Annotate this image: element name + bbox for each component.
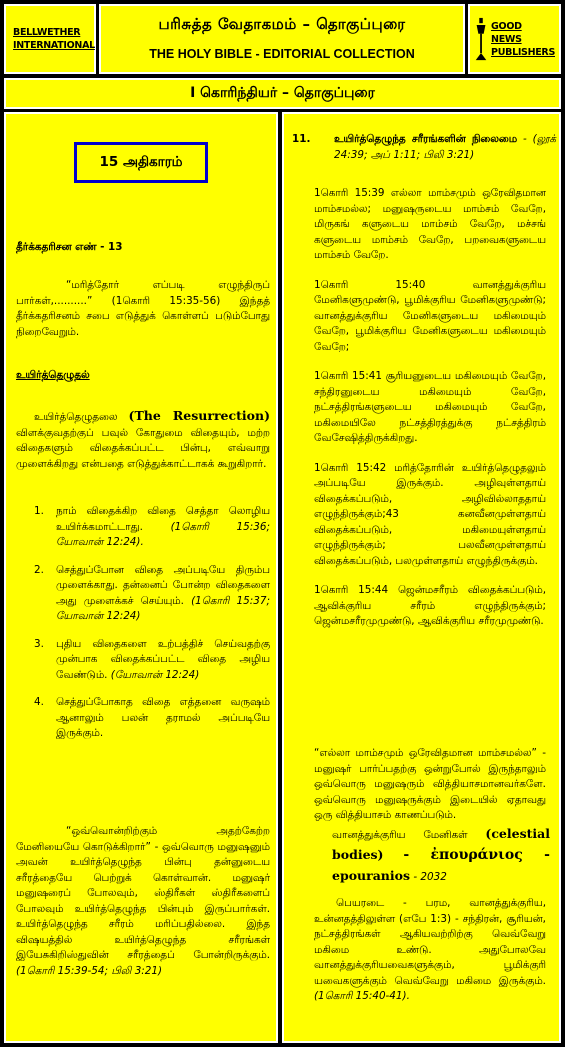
right-column [282, 112, 561, 1043]
point-ref: (1கொரி 15:36; யோவான் 12:24). [56, 520, 270, 548]
celestial-greek: - ἐπουράνιος - [403, 847, 550, 863]
item-number: 11. [292, 133, 311, 145]
point-text: செத்துப்போகாத விதை எத்தனை வருஷம் ஆனாலும் பலன் தராமல் அப்படியே இருக்கும். [56, 696, 270, 739]
list-item [34, 637, 270, 684]
logo-left-line2: INTERNATIONAL [13, 40, 95, 51]
point-number: 3. [34, 637, 44, 650]
verse-blocks [314, 186, 546, 642]
item-heading-row [292, 132, 556, 163]
item-heading: உயிர்த்தெழுந்த சரீரங்களின் நிலைமை [334, 133, 518, 145]
point-number: 1. [34, 505, 44, 517]
verse-block: 1கொரி 15:39 எல்லா மாம்சமும் ஒரேவிதமான மாம்சமல்ல; மனுஷருடைய மாம்சம் வேறே, மிருகங் களுடைய மாம்சம் வேறே, மச்சங் களுடைய மாம்சம் வேறே, பறவைகளுடைய மாம்சம் வேறே. [314, 187, 546, 261]
lamp-icon [474, 13, 488, 65]
point-ref: (1கொரி 15:37; யோவான் 12:24) [56, 594, 270, 622]
point-text: நாம் விதைக்கிற விதை செத்தா லொழிய உயிர்க்கமாட்டாது. [56, 505, 270, 533]
closing-paragraph [16, 824, 270, 979]
chapter-badge: 15 அதிகாரம் [74, 142, 208, 183]
celestial-number: - 2032 [413, 871, 447, 883]
resurrection-prefix: உயிர்த்தெழுதலை [34, 411, 118, 423]
resurrection-paragraph [16, 408, 270, 472]
points-list [34, 504, 270, 754]
final-paragraph [314, 896, 546, 1005]
list-item [34, 504, 270, 551]
list-item [34, 563, 270, 625]
verse-block: 1கொரி 15:40 வானத்துக்குரிய மேனிகளுமுண்டு, பூமிக்குரிய மேனிகளுமுண்டு; வானத்துக்குரிய மேனிகளுடைய மகிமையும் வேறே, பூமிக்குரிய மேனிகளுடைய மகிமையும் வேறே; [314, 278, 546, 353]
celestial-english: (celestial bodies) [332, 826, 550, 862]
final-text: பெயரடை - பரம, வானத்துக்குரிய, உன்னதத்திலுள்ள (எபே 1:3) - சந்திரன், சூரியன், நட்சத்திரங்கள் ஆகியவற்றிற்கு வெவ்வேறு மகிமை உண்டு. அதுபோலவே வானத்துக்குரியவைகளுக்கும், பூமிக்குரி யவைகளுக்கும் வெவ்வேறு மகிமை இருக்கும். [314, 897, 546, 987]
quote-paragraph: “எல்லா மாம்சமும் ஒரேவிதமான மாம்சமல்ல” - மனுஷர் பார்ப்பதற்கு ஒன்றுபோல் இருந்தாலும் ஒவ்வொரு மனுஷரும் வித்தியாசமானவர்களே. ஒவ்வொரு மனுஷருக்கும் இடையில் ஏதாவது ஒரு வித்தியாசம் காணப்படும். [314, 747, 546, 821]
final-ref: (1கொரி 15:40-41). [314, 990, 410, 1002]
logo-left-line1: BELLWETHER [13, 27, 81, 38]
point-number: 2. [34, 563, 44, 576]
header-title-box [99, 4, 465, 74]
resurrection-rest: விளக்குவதற்குப் பவுல் கோதுமை விதையும், மற்ற விதைகளும் விதைக்கப்பட்ட பின்பு, எவ்வாறு முளைக்கிறது என்பதை எடுத்துக்காட்டாகக் கூறுகிறார். [16, 426, 270, 470]
logo-right-line2: PUBLISHERS [491, 46, 555, 58]
logo-right-line1: GOOD NEWS [491, 20, 522, 45]
section-heading: உயிர்த்தெழுதல் [16, 369, 90, 381]
verse-block: 1கொரி 15:41 சூரியனுடைய மகிமையும் வேறே, சந்திரனுடைய மகிமையும் வேறே, நட்சத்திரங்களுடைய மகிமையும் வேறே, மகிமையிலே நட்சத்திரத்துக்கு நட்சத்திரம் வேசேஷித்திருக்கிறது. [314, 370, 546, 444]
item-ref: - (லூக் 24:39; அப் 1:11; பிலி 3:21) [334, 133, 556, 161]
title-english: THE HOLY BIBLE - EDITORIAL COLLECTION [149, 47, 415, 61]
verse-block: 1கொரி 15:42 மரித்தோரின் உயிர்த்தெழுதலும் அப்படியே இருக்கும். அழிவுள்ளதாய் விதைக்கப்படும், அழிவில்லாததாய் எழுந்திருக்கும்;43 கனவீனமுள்ளதாய் விதைக்கப்படும், மகிமையுள்ளதாய் எழுந்திருக்கும்; பலவீனமுள்ளதாய் விதைக்கப்படும், பலமுள்ளதாய் எழுந்திருக்கும். [314, 461, 546, 567]
book-title-bar [4, 78, 561, 109]
book-title: I கொரிந்தியர் – தொகுப்புரை [190, 85, 375, 101]
point-text: செத்துப்போன விதை அப்படியே திரும்ப முளைக்காது. தன்னைப் போன்ற விதைகளை அது முளைக்கச் செய்யும். [56, 563, 270, 607]
intro-paragraph [16, 278, 270, 340]
prophecy-heading: தீர்க்கதரிசன எண் - 13 [16, 241, 123, 253]
celestial-prefix: வானத்துக்குரிய மேனிகள் [332, 829, 468, 841]
intro-text: “மரித்தோர் எப்படி எழுந்திருப் பார்கள்,..........” (1கொரி 15:35-56) இந்தத் தீர்க்கதரிசனம் சபை எடுத்துக் கொள்ளப் படும்போது நிறைவேறும். [16, 279, 270, 338]
point-text: புதிய விதைகளை உற்பத்திச் செய்வதற்கு முன்பாக விதைக்கப்பட்ட விதை அழிய வேண்டும். [56, 637, 270, 681]
celestial-translit: epouranios [332, 868, 411, 883]
celestial-paragraph [332, 824, 550, 887]
point-ref: (யோவான் 12:24) [110, 668, 200, 681]
point-number: 4. [34, 696, 44, 708]
verse-block: 1கொரி 15:44 ஜென்மசரீரம் விதைக்கப்படும், ஆவிக்குரிய சரீரம் எழுந்திருக்கும்; ஜென்மசரீரமுமுண்டு, ஆவிக்குரிய சரீரமுமுண்டு. [314, 584, 546, 627]
publisher-logo-left [4, 4, 96, 74]
title-tamil: பரிசுத்த வேதாகமம் – தொகுப்புரை [158, 15, 406, 33]
list-item [34, 695, 270, 742]
closing-text: “ஒவ்வொன்றிற்கும் அதற்கேற்ற மேனியையே கொடுக்கிறார்” - ஒவ்வொரு மனுஷனும் அவன் உயிர்த்தெழுந்த பின்பு தன்னுடைய சரீரத்தையே பெற்றுக் கொள்வான். மனுஷர் மனுஷரைப் போலவும், ஸ்திரீகள் ஸ்திரீகளைப் போலவும் உயிர்த்தெழுந்த பின்பும் இருப்பார்கள். உயிர்த்தெழுந்த சரீரம் மரிப்பதில்லை. இந்த விஷயத்தில் உயிர்த்தெழுந்த சரீரங்கள் இயேசுகிறிஸ்துவின் சரீரத்தைப் போன்றிருக்கும். [16, 825, 270, 961]
left-column [4, 112, 278, 1043]
closing-ref: (1கொரி 15:39-54; பிலி 3:21) [16, 964, 163, 977]
publisher-logo-right [468, 4, 561, 74]
resurrection-english: (The Resurrection) [128, 408, 270, 423]
